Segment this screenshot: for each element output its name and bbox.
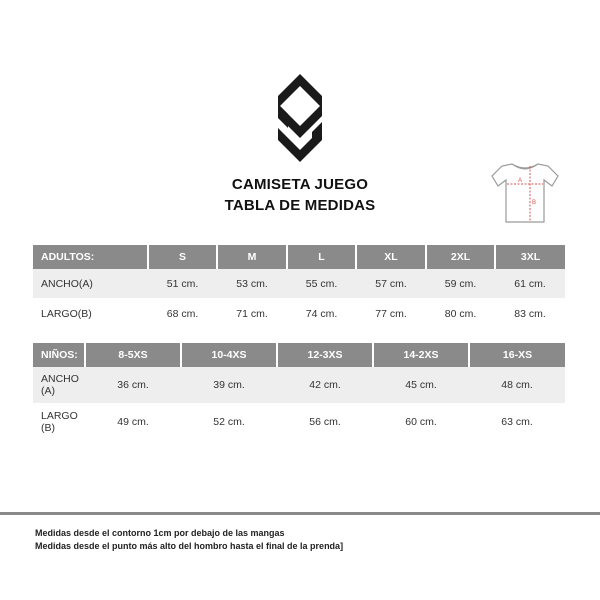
table-row bbox=[33, 403, 565, 441]
row-label-line: LARGO bbox=[41, 410, 78, 422]
size-header: 10-4XS bbox=[181, 343, 277, 367]
shirt-label-a: A bbox=[518, 178, 523, 184]
size-header: M bbox=[217, 245, 287, 269]
table-cell: 56 cm. bbox=[309, 416, 341, 428]
table-cell: 77 cm. bbox=[375, 308, 407, 320]
table-header-row bbox=[33, 245, 565, 269]
adult-size-table bbox=[33, 245, 565, 330]
size-header: L bbox=[287, 245, 356, 269]
table-row bbox=[33, 367, 565, 403]
table-cell: 60 cm. bbox=[405, 416, 437, 428]
size-header: 14-2XS bbox=[373, 343, 469, 367]
footer-note-width: Medidas desde el contorno 1cm por debajo de las mangas bbox=[35, 528, 285, 538]
table-row bbox=[33, 298, 565, 330]
size-header: XL bbox=[356, 245, 426, 269]
row-label: ANCHO(A) bbox=[33, 269, 148, 298]
adult-table-corner: ADULTOS: bbox=[33, 245, 148, 269]
size-header: 12-3XS bbox=[277, 343, 373, 367]
table-cell: 48 cm. bbox=[469, 367, 565, 403]
table-cell: 36 cm. bbox=[85, 367, 181, 403]
page-title: CAMISETA JUEGO bbox=[231, 176, 369, 193]
table-cell: 63 cm. bbox=[501, 416, 533, 428]
size-header: 2XL bbox=[426, 245, 495, 269]
table-cell: 71 cm. bbox=[236, 308, 268, 320]
footer-note-length: Medidas desde el punto más alto del hombro hasta el final de la prenda] bbox=[35, 541, 344, 551]
row-label bbox=[33, 403, 85, 441]
table-cell: 80 cm. bbox=[444, 308, 477, 320]
row-label-line: (B) bbox=[41, 422, 55, 434]
page-subtitle: TABLA DE MEDIDAS bbox=[224, 197, 376, 214]
table-cell: 59 cm. bbox=[426, 269, 495, 298]
table-cell: 57 cm. bbox=[356, 269, 426, 298]
table-cell: 45 cm. bbox=[373, 367, 469, 403]
table-cell: 49 cm. bbox=[117, 416, 149, 428]
row-label: LARGO(B) bbox=[41, 308, 92, 320]
row-label bbox=[33, 367, 85, 403]
table-row bbox=[33, 269, 565, 298]
table-cell: 55 cm. bbox=[287, 269, 356, 298]
row-label-line: ANCHO bbox=[41, 373, 79, 385]
chevron-s-logo-icon bbox=[276, 74, 324, 162]
table-cell: 74 cm. bbox=[305, 308, 338, 320]
table-cell: 61 cm. bbox=[495, 269, 565, 298]
shirt-label-b: B bbox=[532, 200, 537, 206]
row-label-line: (A) bbox=[41, 385, 55, 397]
size-header: 16-XS bbox=[469, 343, 565, 367]
table-cell: 68 cm. bbox=[166, 308, 199, 320]
footer-divider bbox=[0, 512, 600, 515]
table-cell: 39 cm. bbox=[181, 367, 277, 403]
table-cell: 52 cm. bbox=[213, 416, 245, 428]
table-cell: 42 cm. bbox=[277, 367, 373, 403]
kids-table-corner: NIÑOS: bbox=[33, 343, 85, 367]
size-header: 3XL bbox=[495, 245, 565, 269]
table-cell: 53 cm. bbox=[217, 269, 287, 298]
tshirt-measure-icon bbox=[490, 160, 560, 226]
table-cell: 51 cm. bbox=[148, 269, 217, 298]
kids-size-table bbox=[33, 343, 565, 441]
table-cell: 83 cm. bbox=[514, 308, 546, 320]
size-header: 8-5XS bbox=[85, 343, 181, 367]
table-header-row bbox=[33, 343, 565, 367]
size-header: S bbox=[148, 245, 217, 269]
